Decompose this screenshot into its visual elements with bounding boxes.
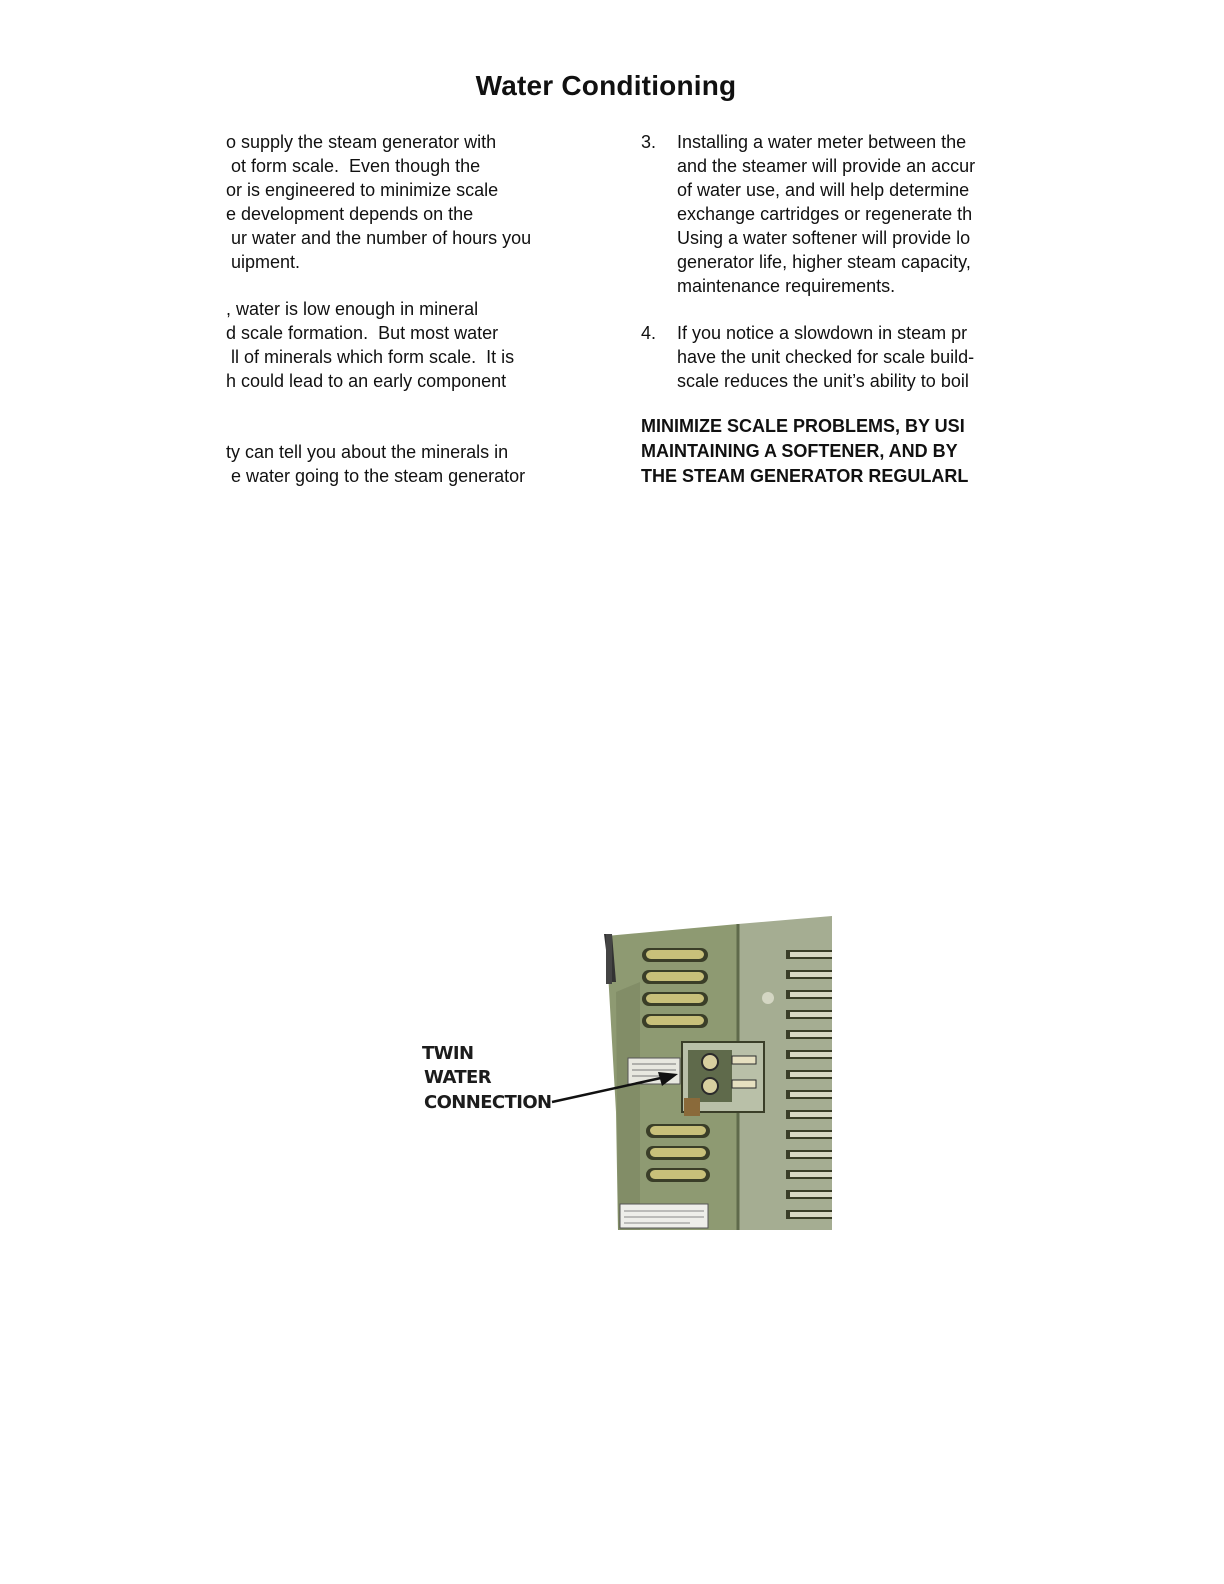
- front-louver: [790, 1112, 832, 1117]
- front-louver: [790, 952, 832, 957]
- left-para2-line: ll of minerals which form scale. It is: [226, 347, 515, 367]
- callout-label-line: TWIN: [422, 1043, 474, 1064]
- louver-slot: [646, 972, 704, 981]
- callout-label-line: CONNECTION: [424, 1092, 552, 1113]
- list-item-line: Installing a water meter between the: [677, 132, 967, 152]
- front-louver: [790, 1072, 832, 1077]
- front-louver: [790, 992, 832, 997]
- front-louver: [790, 972, 832, 977]
- warning-line: MAINTAINING A SOFTENER, AND BY: [641, 441, 958, 461]
- left-para1-line: e development depends on the: [226, 204, 474, 224]
- front-louver: [790, 1192, 832, 1197]
- louver-slot: [646, 950, 704, 959]
- list-item-line: Using a water softener will provide lo: [677, 228, 971, 248]
- left-para2-line: d scale formation. But most water: [226, 323, 499, 343]
- front-louver: [790, 1172, 832, 1177]
- left-para1-line: uipment.: [226, 252, 301, 272]
- side-panel-shadow: [616, 982, 640, 1230]
- list-item-line: have the unit checked for scale build-: [677, 347, 975, 367]
- water-inlet: [702, 1054, 718, 1070]
- left-para2-line: , water is low enough in mineral: [226, 299, 479, 319]
- front-louver: [790, 1012, 832, 1017]
- front-louver: [790, 1132, 832, 1137]
- mounting-hole: [762, 992, 774, 1004]
- steam-generator-photo: [420, 912, 832, 1232]
- warning-line: THE STEAM GENERATOR REGULARL: [641, 466, 969, 486]
- list-item-line: of water use, and will help determine: [677, 180, 970, 200]
- front-louver: [790, 1092, 832, 1097]
- list-item-number: 3.: [641, 132, 657, 152]
- list-item-line: maintenance requirements.: [677, 276, 896, 296]
- left-para1-line: ot form scale. Even though the: [226, 156, 481, 176]
- front-louver: [790, 1152, 832, 1157]
- warning-line: MINIMIZE SCALE PROBLEMS, BY USI: [641, 416, 965, 436]
- bracket-corner: [684, 1098, 700, 1116]
- left-para2-line: h could lead to an early component: [226, 371, 507, 391]
- left-para3-line: ty can tell you about the minerals in: [226, 442, 509, 462]
- left-para1-line: or is engineered to minimize scale: [226, 180, 499, 200]
- list-item-line: generator life, higher steam capacity,: [677, 252, 971, 272]
- louver-slot: [650, 1170, 706, 1179]
- louver-slot: [646, 1016, 704, 1025]
- pipe-fitting: [732, 1080, 756, 1088]
- list-item-number: 4.: [641, 323, 657, 343]
- louver-slot: [646, 994, 704, 1003]
- list-item-line: exchange cartridges or regenerate th: [677, 204, 973, 224]
- twin-water-connection: [682, 1042, 764, 1116]
- water-inlet: [702, 1078, 718, 1094]
- left-para1-line: ur water and the number of hours you: [226, 228, 532, 248]
- data-plate: [620, 1204, 708, 1228]
- left-para3-line: e water going to the steam generator: [226, 466, 526, 486]
- left-para1-line: o supply the steam generator with: [226, 132, 497, 152]
- callout-label-line: WATER: [424, 1067, 492, 1088]
- pipe-fitting: [732, 1056, 756, 1064]
- front-louver: [790, 1052, 832, 1057]
- front-louver: [790, 1032, 832, 1037]
- louver-slot: [650, 1126, 706, 1135]
- list-item-line: and the steamer will provide an accur: [677, 156, 976, 176]
- cabinet-top-edge: [606, 934, 612, 984]
- page-title: Water Conditioning: [475, 70, 737, 101]
- louver-slot: [650, 1148, 706, 1157]
- list-item-line: scale reduces the unit’s ability to boil: [677, 371, 969, 391]
- list-item-line: If you notice a slowdown in steam pr: [677, 323, 968, 343]
- lower-louvers: [646, 1124, 710, 1182]
- front-louver: [790, 1212, 832, 1217]
